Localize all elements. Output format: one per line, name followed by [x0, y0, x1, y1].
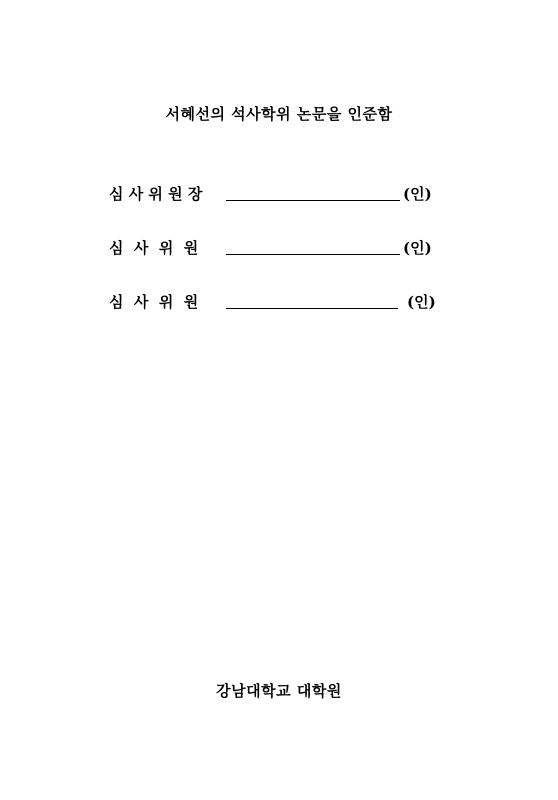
signature-line: [226, 308, 398, 309]
committee-row-member-2: [109, 292, 436, 312]
institution-name: 강남대학교 대학원: [216, 682, 342, 700]
seal-mark: (인): [403, 239, 432, 257]
seal-mark: (인): [403, 185, 432, 203]
committee-role-label: 심 사 위 원 장: [109, 185, 203, 203]
committee-role-label: 심 사 위 원: [109, 293, 199, 311]
signature-line: [226, 254, 400, 255]
committee-row-member-1: [109, 238, 432, 258]
committee-row-chair: [109, 184, 432, 204]
committee-role-label: 심 사 위 원: [109, 239, 199, 257]
signature-line: [226, 200, 400, 201]
seal-mark: (인): [407, 293, 436, 311]
approval-title: 서혜선의 석사학위 논문을 인준함: [165, 105, 393, 123]
